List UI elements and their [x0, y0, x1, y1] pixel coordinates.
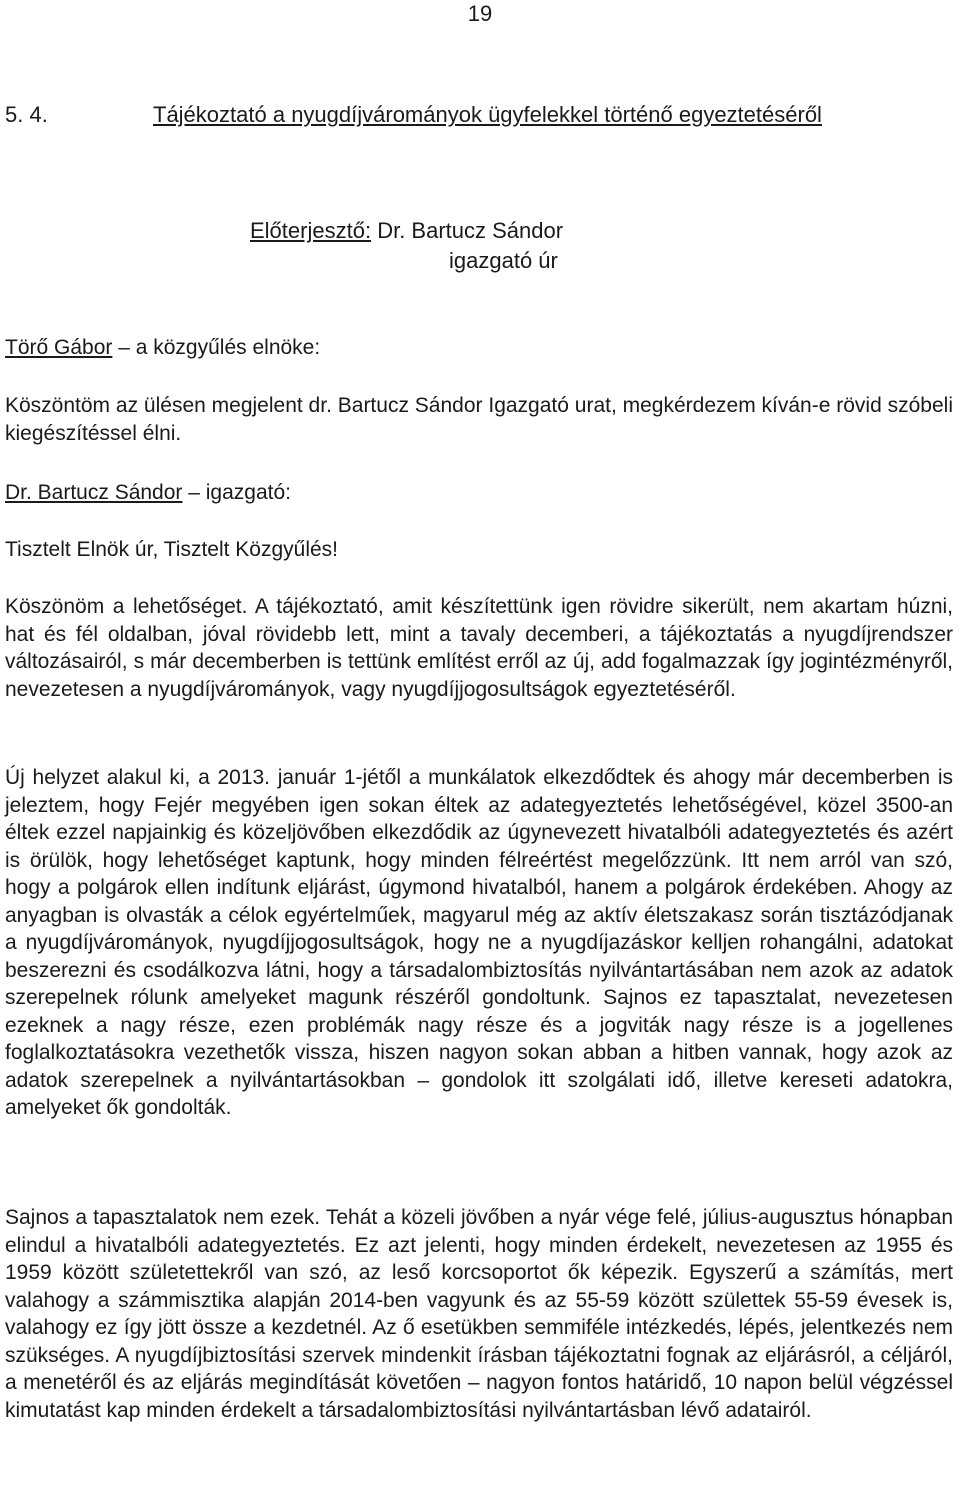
agenda-title: Tájékoztató a nyugdíjvárományok ügyfelekkel történő egyeztetéséről [153, 102, 822, 127]
body-para-2 [5, 764, 953, 1122]
speaker-name: Dr. Bartucz Sándor [5, 481, 183, 504]
presenter-name: Dr. Bartucz Sándor [377, 218, 564, 243]
paragraph: Köszöntöm az ülésen megjelent dr. Bartucz Sándor Igazgató urat, megkérdezem kíván-e rövid szóbeli kiegészítéssel élni. [5, 394, 953, 445]
speaker-role: – a közgyűlés elnöke: [112, 336, 321, 359]
chair-statement [5, 392, 953, 447]
speaker-role: – igazgató: [182, 481, 292, 504]
presenter-label: Előterjesztő: [250, 218, 372, 243]
greeting [5, 536, 953, 564]
paragraph: Új helyzet alakul ki, a 2013. január 1-jétől a munkálatok elkezdődtek és ahogy már decemberben is jeleztem, hogy Fejér megyében igen sokan éltek az adategyeztetés lehetőségével, közel 3500-an éltek ezzel napjainkig és közeljövőben elkezdődik az úgynevezett hivatalbóli adategyeztetés és azért is örülök, hogy lehetőséget kaptunk, hogy minden félreértést megelőzzünk. Itt nem arról van szó, hogy a polgárok ellen indítunk eljárást, úgymond hivatalból, hanem a polgárok érdekében. Ahogy az anyagban is olvasták a célok egyértelműek, magyarul még az aktív életszakasz során tisztázódjanak a nyugdíjvárományok, nyugdíjjogosultságok, hogy ne a nyugdíjazáskor kelljen rohangálni, adatokat beszerezni és csodálkozva látni, hogy a társadalombiztosítás nyilvántartásában nem azok az adatok szerepelnek rólunk amelyeket magunk részéről gondoltunk. Sajnos ez tapasztalat, nevezetesen ezeknek a nagy része, ezen problémák nagy része és a jogviták nagy része is a jogellenes foglalkoztatásokra vezethetők vissza, hiszen nagyon sokan abban a hitben vannak, hogy azok az adatok szerepelnek a nyilvántartásokban – gondolok itt szolgálati idő, illetve kereseti adatokra, amelyeket ők gondolták. [5, 766, 953, 1119]
paragraph: Sajnos a tapasztalatok nem ezek. Tehát a közeli jövőben a nyár vége felé, július-augusztus hónapban elindul a hivatalbóli adategyeztetés. Ez azt jelenti, hogy minden érdekelt, nevezetesen az 1955 és 1959 között születettekről van szó, az leső korcsoportot ők képezik. Egyszerű a számítás, mert valahogy a számmisztika alapján 2014-ben vagyunk és az 55-59 között születtek 55-59 évesek is, valahogy ez így jött össze a kezdetnél. Az ő esetükben semmiféle intézkedés, lépés, jelentkezés nem szükséges. A nyugdíjbiztosítási szervek mindenkit írásban tájékoztatni fognak az eljárásról, a céljáról, a menetéről és az eljárás megindítását követően – nagyon fontos határidő, 10 napon belül végzéssel kimutatást kap minden érdekelt a társadalombiztosítási nyilvántartásban lévő adatairól. [5, 1206, 953, 1422]
body-para-3 [5, 1204, 953, 1424]
presenter-block [250, 216, 563, 276]
agenda-heading [5, 100, 953, 129]
page-number: 19 [467, 1, 493, 26]
speaker2-intro [5, 479, 953, 507]
chair-intro [5, 334, 953, 362]
presenter-role: igazgató úr [449, 248, 558, 273]
agenda-number: 5. 4. [5, 102, 48, 127]
paragraph: Köszönöm a lehetőséget. A tájékoztató, amit készítettünk igen rövidre sikerült, nem akartam húzni, hat és fél oldalban, jóval rövidebb lett, mint a tavaly decemberi, a tájékoztatás a nyugdíjrendszer változásairól, s már decemberben is tettünk említést erről az új, add fogalmazzak így jogintézményről, nevezetesen a nyugdíjvárományok, vagy nyugdíjjogosultságok egyeztetéséről. [5, 595, 953, 701]
speaker-name: Törő Gábor [5, 336, 113, 359]
paragraph: Tisztelt Elnök úr, Tisztelt Közgyűlés! [5, 538, 339, 561]
body-para-1 [5, 593, 953, 703]
